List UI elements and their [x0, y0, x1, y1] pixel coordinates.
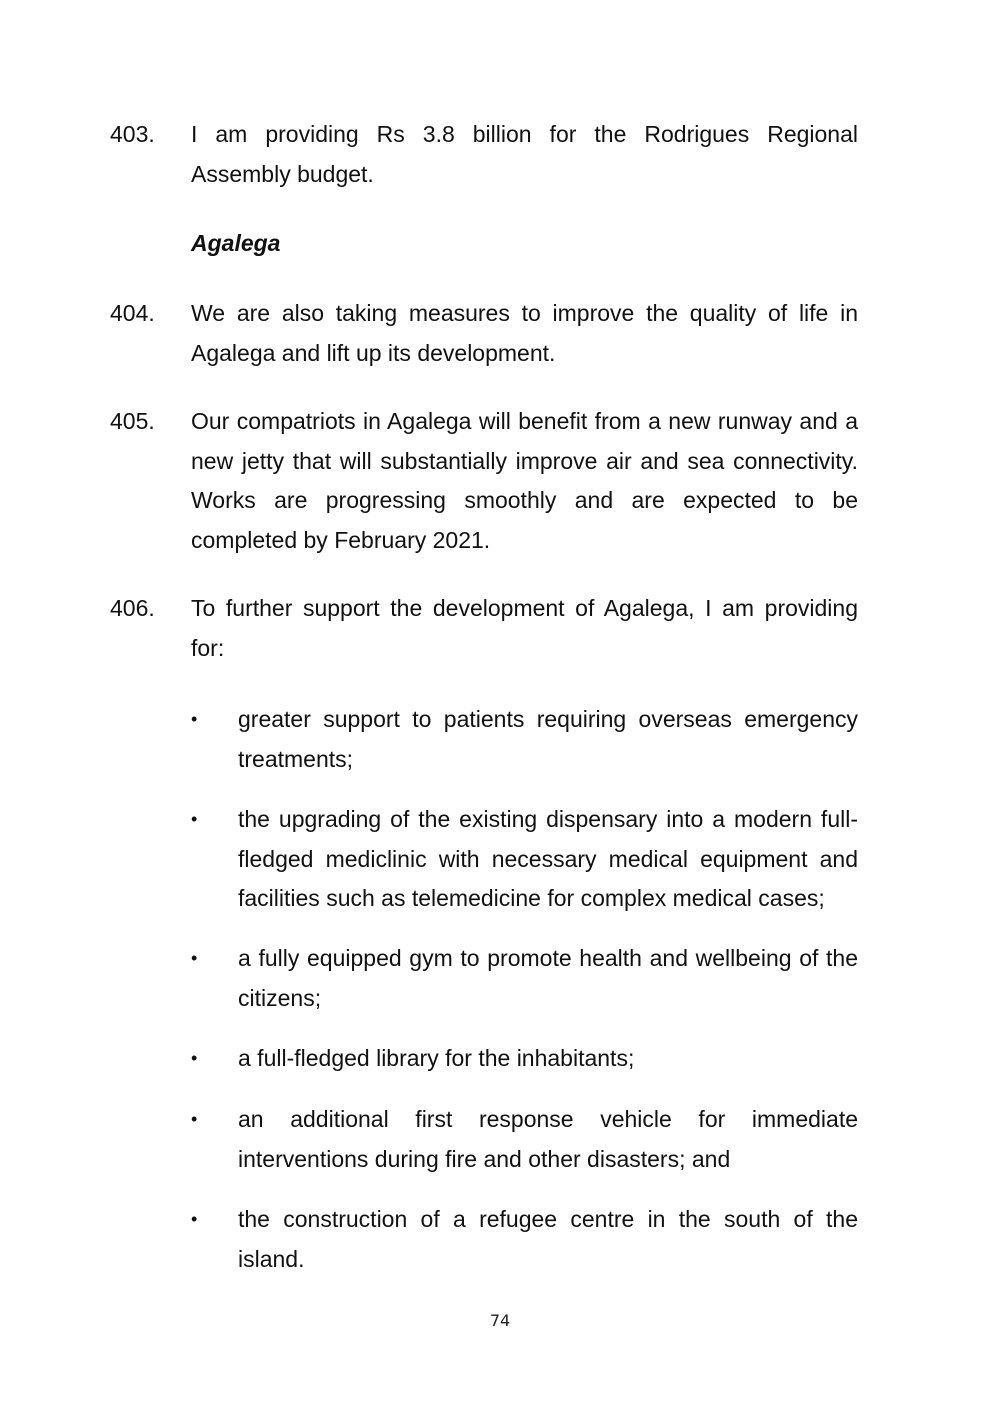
- section-heading: Agalega: [191, 230, 281, 256]
- bullet-icon: •: [191, 1109, 198, 1129]
- list-item: [191, 700, 858, 779]
- list-item-text: the upgrading of the existing dispensary into a modern full-fledged mediclinic with necessary medical equipment and facilities such as telemedicine for complex medical cases;: [238, 806, 858, 911]
- list-item: [191, 1100, 858, 1179]
- paragraph-403: [110, 115, 858, 194]
- bullet-icon: •: [191, 948, 198, 968]
- list-item-text: greater support to patients requiring overseas emergency treatments;: [238, 706, 858, 772]
- paragraph-405: [110, 402, 858, 560]
- page-number: 74: [489, 1311, 511, 1330]
- list-item-text: a full-fledged library for the inhabitants;: [238, 1045, 635, 1071]
- bullet-icon: •: [191, 1048, 198, 1068]
- paragraph-number: 404.: [110, 300, 155, 326]
- paragraph-number: 403.: [110, 121, 155, 147]
- bullet-icon: •: [191, 1209, 198, 1229]
- paragraph-406: [110, 589, 858, 668]
- bullet-icon: •: [191, 709, 198, 729]
- bullet-icon: •: [191, 809, 198, 829]
- paragraph-text: Our compatriots in Agalega will benefit from a new runway and a new jetty that will substantially improve air and sea connectivity. Works are progressing smoothly and are expected to be completed by February 2021.: [191, 408, 858, 553]
- list-item: [191, 1200, 858, 1279]
- list-item-text: a fully equipped gym to promote health and wellbeing of the citizens;: [238, 945, 858, 1011]
- paragraph-number: 405.: [110, 408, 155, 434]
- paragraph-number: 406.: [110, 595, 155, 621]
- paragraph-text: We are also taking measures to improve the quality of life in Agalega and lift up its development.: [191, 300, 858, 366]
- list-item: [191, 800, 858, 919]
- list-item: [191, 1039, 858, 1079]
- list-item-text: an additional first response vehicle for immediate interventions during fire and other disasters; and: [238, 1106, 858, 1172]
- paragraph-text: I am providing Rs 3.8 billion for the Rodrigues Regional Assembly budget.: [191, 121, 858, 187]
- list-item-text: the construction of a refugee centre in the south of the island.: [238, 1206, 858, 1272]
- list-item: [191, 939, 858, 1018]
- paragraph-text: To further support the development of Agalega, I am providing for:: [191, 595, 858, 661]
- paragraph-404: [110, 294, 858, 373]
